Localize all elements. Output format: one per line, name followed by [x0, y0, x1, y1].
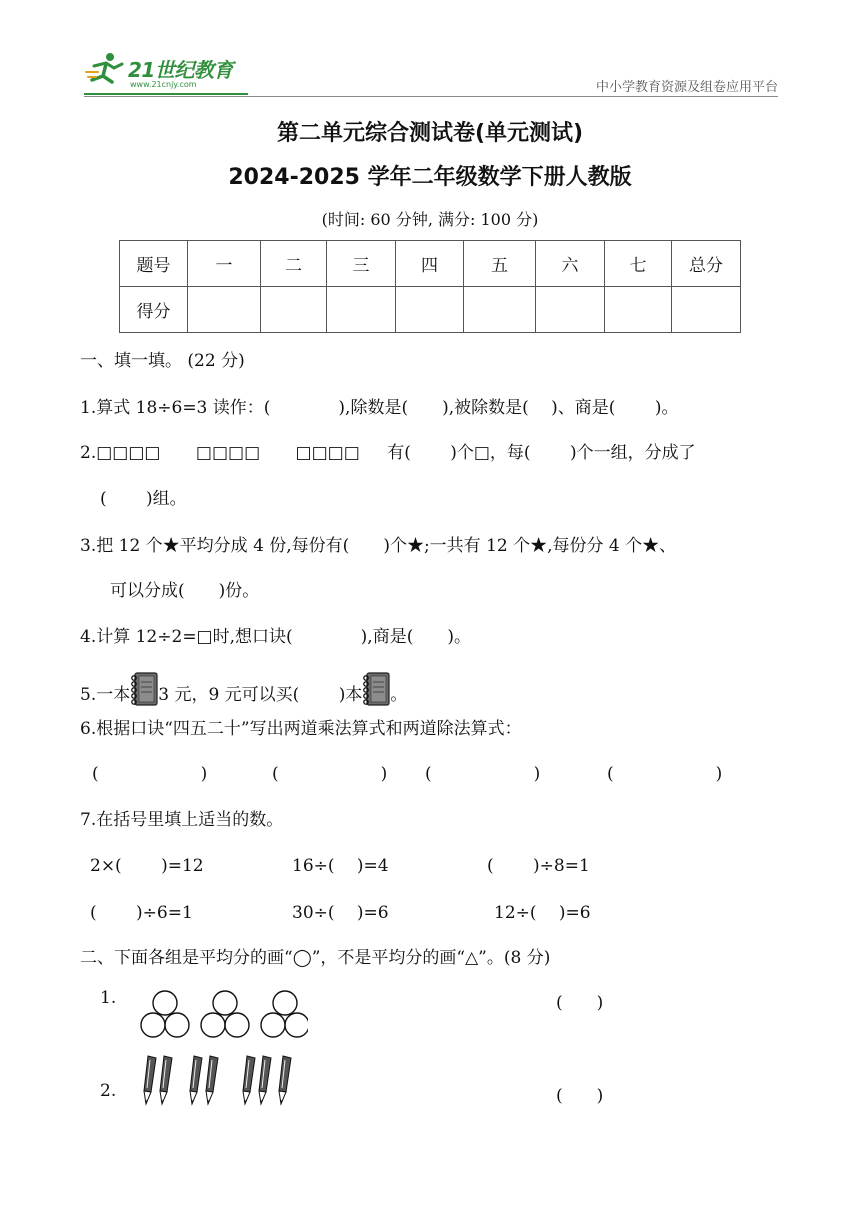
page-title: 第二单元综合测试卷(单元测试)	[276, 121, 584, 146]
notebook-icon	[362, 672, 390, 706]
question-5-text-b: 3 元，9 元可以买( )本	[158, 685, 363, 705]
notebook-icon	[130, 672, 158, 706]
exam-info: (时间: 60 分钟, 满分: 100 分)	[321, 210, 539, 229]
logo-url: www.21cnjy.com	[130, 80, 197, 89]
section2-title: 二、下面各组是平均分的画“◯”，不是平均分的画“△”。(8 分)	[80, 948, 551, 968]
table-header-cell: 七	[605, 241, 672, 287]
table-header-cell: 题号	[120, 241, 188, 287]
equation: 30÷( )=6	[292, 903, 389, 923]
section1-title: 一、填一填。 (22 分)	[80, 351, 245, 371]
score-cell[interactable]	[464, 287, 536, 333]
question-6: 6.根据口诀“四五二十”写出两道乘法算式和两道除法算式：	[80, 719, 522, 739]
answer-blank[interactable]: ( )	[556, 1086, 604, 1106]
logo-underline	[84, 93, 248, 95]
table-header-cell: 二	[261, 241, 327, 287]
table-header-cell: 五	[464, 241, 536, 287]
box-group: □□□□	[195, 443, 261, 463]
platform-label: 中小学教育资源及组卷应用平台	[595, 80, 778, 95]
answer-blank[interactable]: ( )	[92, 764, 208, 784]
runner-logo-icon	[84, 50, 128, 90]
answer-blank[interactable]: ( )	[272, 764, 388, 784]
score-cell[interactable]	[188, 287, 261, 333]
answer-blank[interactable]: ( )	[607, 764, 723, 784]
question-4: 4.计算 12÷2=□时,想口诀( ),商是( )。	[80, 627, 471, 647]
score-cell[interactable]	[396, 287, 464, 333]
score-cell[interactable]	[605, 287, 672, 333]
question-number: 2.	[80, 443, 97, 463]
question-7: 7.在括号里填上适当的数。	[80, 810, 284, 830]
equation: ( )÷6=1	[90, 903, 193, 923]
score-row-label: 得分	[120, 287, 188, 333]
logo-text: 21世纪教育	[128, 58, 233, 82]
score-cell[interactable]	[672, 287, 741, 333]
question-3: 3.把 12 个★平均分成 4 份,每份有( )个★;一共有 12 个★,每份分 4 个★、	[80, 536, 677, 556]
question-2	[80, 438, 696, 463]
question-5-text-a: 5.一本	[80, 685, 131, 705]
question-5-text-c: 。	[390, 685, 408, 705]
question-3-continued: 可以分成( )份。	[110, 581, 260, 601]
table-header-cell: 一	[188, 241, 261, 287]
box-group: □□□□	[295, 443, 360, 463]
score-cell[interactable]	[261, 287, 327, 333]
score-table-score-row	[120, 287, 741, 333]
page-header	[0, 0, 860, 100]
item-1-label: 1.	[100, 988, 117, 1008]
header-divider	[84, 96, 778, 97]
item-2-label: 2.	[100, 1081, 117, 1101]
answer-blank[interactable]: ( )	[425, 764, 541, 784]
equation: ( )÷8=1	[487, 856, 590, 876]
score-cell[interactable]	[327, 287, 396, 333]
question-2-continued: ( )组。	[100, 489, 187, 509]
equation: 2×( )=12	[90, 856, 204, 876]
equation: 12÷( )=6	[494, 903, 591, 923]
table-header-cell: 总分	[672, 241, 741, 287]
table-header-cell: 六	[536, 241, 605, 287]
question-1: 1.算式 18÷6=3 读作：( ),除数是( ),被除数是( )、商是( )。	[80, 398, 679, 418]
logo	[84, 50, 244, 94]
box-group: □□□□	[96, 443, 161, 463]
answer-blank[interactable]: ( )	[556, 993, 604, 1013]
table-header-cell: 三	[327, 241, 396, 287]
question-5	[80, 672, 407, 706]
equation: 16÷( )=4	[292, 856, 389, 876]
table-header-cell: 四	[396, 241, 464, 287]
page-subtitle: 2024-2025 学年二年级数学下册人教版	[228, 165, 632, 190]
pencil-groups-figure	[138, 1054, 308, 1112]
question-2-text: 有( )个□，每( )个一组，分成了	[387, 443, 696, 463]
score-cell[interactable]	[536, 287, 605, 333]
score-table	[119, 240, 741, 333]
score-table-header-row	[120, 241, 741, 287]
circle-groups-figure	[138, 989, 308, 1061]
